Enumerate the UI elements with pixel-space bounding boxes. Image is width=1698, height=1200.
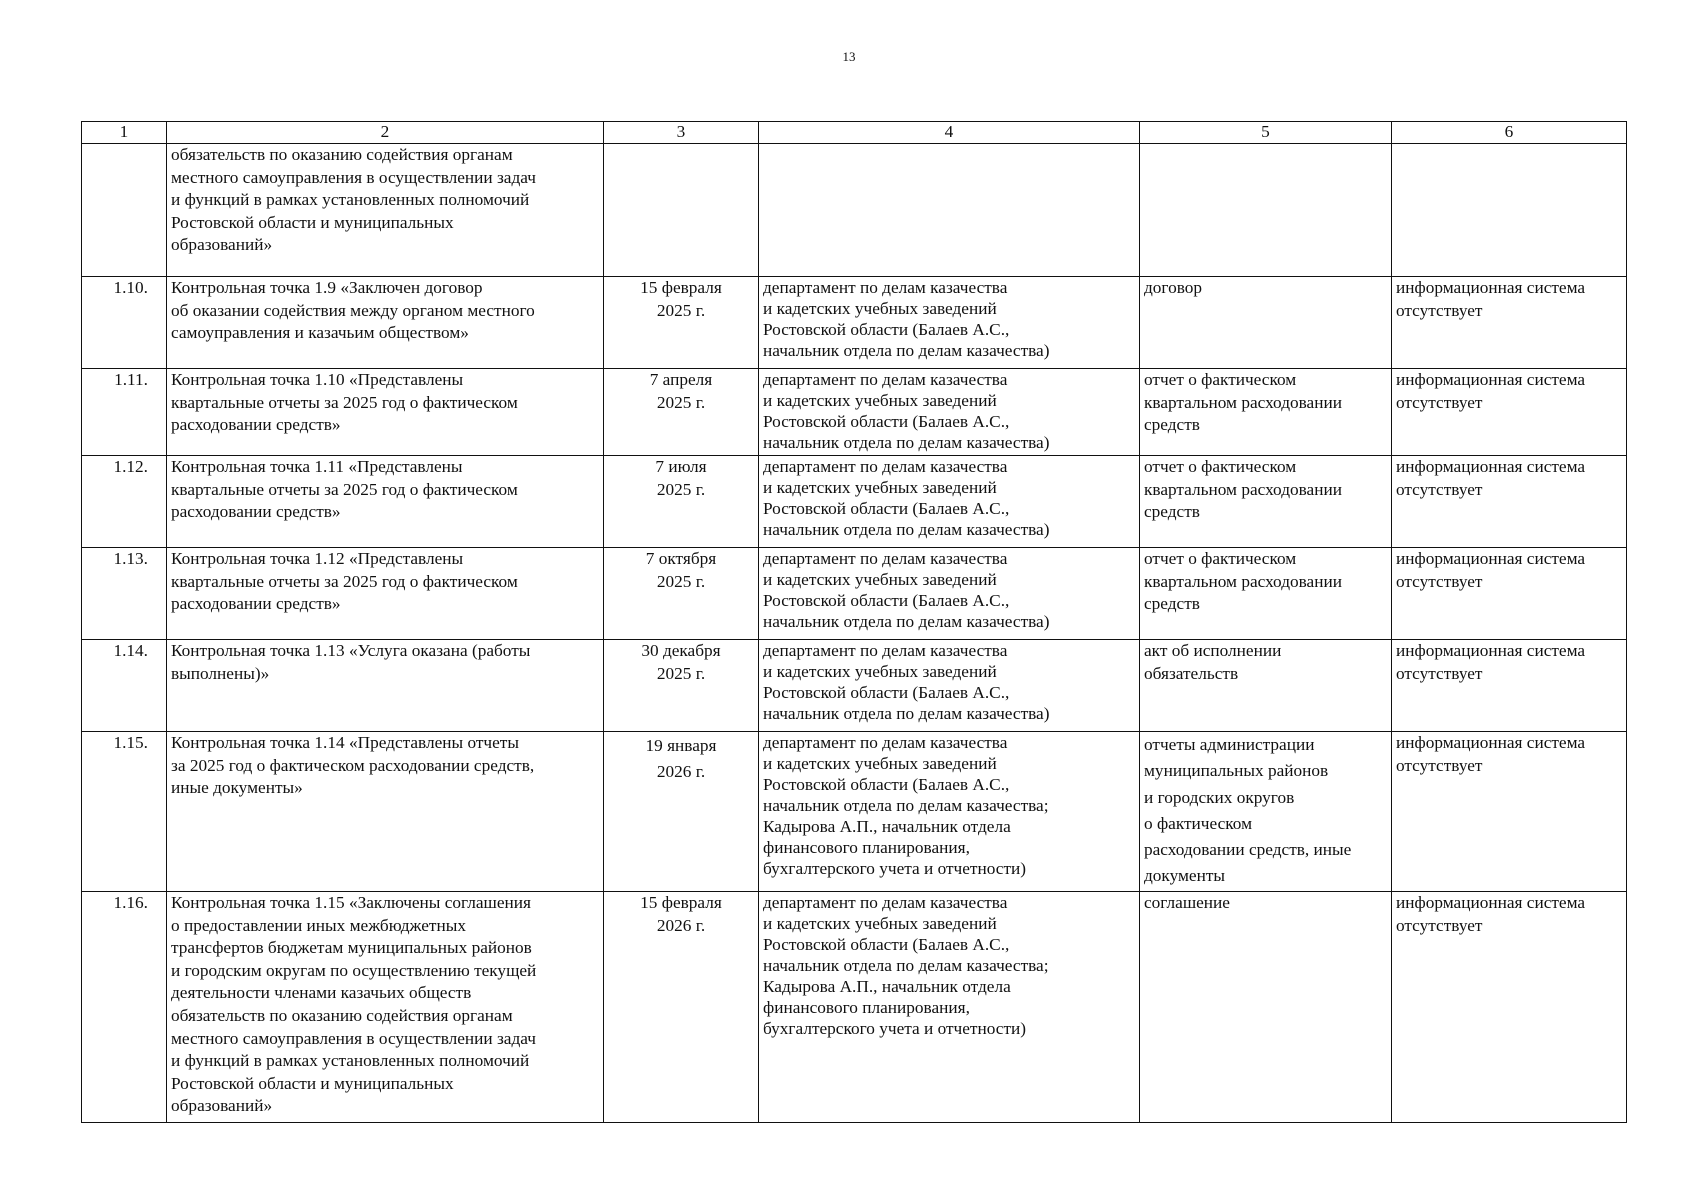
responsible-executor-line: Ростовской области (Балаев А.С., [763,499,1010,518]
information-system-line: отсутствует [1396,571,1483,591]
event-description-cell [167,892,604,1123]
event-description-line: обязательств по оказанию содействия органам [171,1005,513,1025]
responsible-executor-line: начальник отдела по делам казачества) [763,612,1050,631]
event-description-line: Контрольная точка 1.12 «Представлены [171,549,464,568]
deadline-date-line: 2025 г. [656,392,706,412]
information-system-cell [1392,456,1627,548]
result-document-line: отчет о фактическом [1144,549,1297,568]
event-description-line: Контрольная точка 1.15 «Заключены соглашения [171,893,531,912]
event-description-line: и городским округам по осуществлению текущей [171,960,537,980]
information-system-cell [1392,732,1627,892]
result-document-cell [1140,456,1392,548]
row-number: 1.15. [113,733,148,752]
event-description-line: выполнены)» [171,663,270,683]
event-description-line: квартальные отчеты за 2025 год о фактическом [171,479,518,499]
event-description-line: расходовании средств» [171,502,341,522]
row-number-cell [82,732,167,892]
header-col-4: 4 [759,122,1140,144]
responsible-executor-line: начальник отдела по делам казачества) [763,520,1050,539]
event-description-line: Контрольная точка 1.14 «Представлены отчеты [171,733,519,752]
deadline-date-line: 19 января [645,736,717,755]
information-system-line: информационная система [1396,641,1586,660]
event-description-cell [167,640,604,732]
information-system-line: отсутствует [1396,755,1483,775]
result-document-line: документы [1144,866,1226,886]
deadline-date-cell [604,548,759,640]
deadline-date-cell [604,640,759,732]
table-row [82,892,1627,1123]
event-description-line: Контрольная точка 1.11 «Представлены [171,457,463,476]
result-document-line: о фактическом [1144,813,1253,833]
information-system-line: информационная система [1396,278,1586,297]
responsible-executor-line: начальник отдела по делам казачества) [763,341,1050,360]
deadline-date-line: 7 апреля [649,370,713,389]
event-description-line: образований» [171,1096,273,1116]
result-document-line: отчет о фактическом [1144,457,1297,476]
information-system-line: информационная система [1396,733,1586,752]
result-document-cell [1140,144,1392,277]
event-description-line: образований» [171,235,273,255]
information-system-line: отсутствует [1396,915,1483,935]
responsible-executor-line: финансового планирования, [763,998,970,1017]
responsible-executor-line: начальник отдела по делам казачества) [763,704,1050,723]
table-row [82,548,1627,640]
information-system-cell [1392,277,1627,369]
row-number-cell [82,144,167,277]
information-system-line: информационная система [1396,370,1586,389]
event-description-line: Ростовской области и муниципальных [171,1073,454,1093]
deadline-date-line: 2025 г. [656,663,706,683]
table-row [82,640,1627,732]
row-number-cell [82,548,167,640]
event-description-cell [167,277,604,369]
deadline-date-cell [604,369,759,456]
result-document-line: средств [1144,594,1200,614]
responsible-executor-line: начальник отдела по делам казачества; [763,956,1049,975]
deadline-date-line: 2026 г. [656,762,706,782]
table-row [82,277,1627,369]
table-row [82,732,1627,892]
row-number: 1.14. [113,641,148,660]
row-number: 1.16. [113,893,148,912]
responsible-executor-line: департамент по делам казачества [763,278,1008,297]
responsible-executor-line: и кадетских учебных заведений [763,662,997,681]
header-col-3: 3 [604,122,759,144]
row-number-cell [82,277,167,369]
row-number-cell [82,369,167,456]
table-row [82,369,1627,456]
responsible-executor-cell [759,456,1140,548]
responsible-executor-line: департамент по делам казачества [763,641,1008,660]
deadline-date-line: 7 октября [645,549,717,568]
page-number: 13 [842,49,856,64]
responsible-executor-line: Ростовской области (Балаев А.С., [763,412,1010,431]
deadline-date-cell [604,892,759,1123]
responsible-executor-line: департамент по делам казачества [763,549,1008,568]
responsible-executor-line: Ростовской области (Балаев А.С., [763,775,1010,794]
responsible-executor-line: бухгалтерского учета и отчетности) [763,859,1027,878]
result-document-line: квартальном расходовании [1144,479,1342,499]
result-document-line: средств [1144,415,1200,435]
information-system-line: информационная система [1396,893,1586,912]
result-document-line: и городских округов [1144,787,1295,807]
result-document-line: акт об исполнении [1144,641,1282,660]
result-document-line: соглашение [1144,893,1230,912]
result-document-line: квартальном расходовании [1144,392,1342,412]
result-document-line: обязательств [1144,663,1239,683]
row-number: 1.10. [113,278,148,297]
result-document-line: отчеты администрации [1144,735,1315,754]
result-document-line: муниципальных районов [1144,761,1329,781]
event-description-line: иные документы» [171,778,303,798]
event-description-line: расходовании средств» [171,415,341,435]
result-document-cell [1140,892,1392,1123]
deadline-date-line: 15 февраля [640,893,722,912]
responsible-executor-line: и кадетских учебных заведений [763,914,997,933]
information-system-line: отсутствует [1396,392,1483,412]
deadline-date-cell [604,277,759,369]
event-description-line: Контрольная точка 1.10 «Представлены [171,370,464,389]
table-row [82,144,1627,277]
responsible-executor-line: департамент по делам казачества [763,457,1008,476]
deadline-date-cell [604,456,759,548]
header-row [82,122,1627,144]
deadline-date-line: 2025 г. [656,479,706,499]
information-system-line: информационная система [1396,549,1586,568]
plan-table [81,121,1627,1123]
event-description-line: квартальные отчеты за 2025 год о фактическом [171,571,518,591]
row-number-cell [82,892,167,1123]
result-document-line: отчет о фактическом [1144,370,1297,389]
responsible-executor-line: финансового планирования, [763,838,970,857]
header-col-5: 5 [1140,122,1392,144]
information-system-cell [1392,144,1627,277]
result-document-line: квартальном расходовании [1144,571,1342,591]
responsible-executor-cell [759,369,1140,456]
responsible-executor-cell [759,277,1140,369]
event-description-line: и функций в рамках установленных полномочий [171,190,530,210]
row-number-cell [82,456,167,548]
responsible-executor-line: и кадетских учебных заведений [763,570,997,589]
header-col-6: 6 [1392,122,1627,144]
responsible-executor-line: Ростовской области (Балаев А.С., [763,683,1010,702]
result-document-cell [1140,369,1392,456]
responsible-executor-line: департамент по делам казачества [763,370,1008,389]
event-description-line: самоуправления и казачьим обществом» [171,323,469,343]
event-description-line: трансфертов бюджетам муниципальных районов [171,938,532,958]
responsible-executor-line: Ростовской области (Балаев А.С., [763,591,1010,610]
deadline-date-line: 2025 г. [656,571,706,591]
event-description-line: местного самоуправления в осуществлении задач [171,167,536,187]
row-number-cell [82,640,167,732]
responsible-executor-line: начальник отдела по делам казачества; [763,796,1049,815]
event-description-cell [167,144,604,277]
information-system-cell [1392,548,1627,640]
event-description-line: Ростовской области и муниципальных [171,212,454,232]
information-system-cell [1392,892,1627,1123]
event-description-cell [167,456,604,548]
event-description-line: об оказании содействия между органом местного [171,300,535,320]
responsible-executor-cell [759,892,1140,1123]
deadline-date-line: 30 декабря [641,641,721,660]
responsible-executor-cell [759,144,1140,277]
information-system-line: отсутствует [1396,300,1483,320]
result-document-cell [1140,640,1392,732]
deadline-date-cell [604,732,759,892]
deadline-date-line: 15 февраля [640,278,722,297]
event-description-line: обязательств по оказанию содействия органам [171,145,513,164]
result-document-cell [1140,277,1392,369]
table-body [82,144,1627,1123]
deadline-date-cell [604,144,759,277]
event-description-line: и функций в рамках установленных полномочий [171,1051,530,1071]
information-system-line: отсутствует [1396,479,1483,499]
responsible-executor-line: и кадетских учебных заведений [763,391,997,410]
deadline-date-line: 7 июля [655,457,707,476]
responsible-executor-line: и кадетских учебных заведений [763,299,997,318]
responsible-executor-line: и кадетских учебных заведений [763,478,997,497]
responsible-executor-line: Ростовской области (Балаев А.С., [763,935,1010,954]
result-document-cell [1140,732,1392,892]
event-description-line: деятельности членами казачьих обществ [171,983,472,1003]
event-description-line: Контрольная точка 1.9 «Заключен договор [171,278,483,297]
row-number: 1.12. [113,457,148,476]
event-description-cell [167,732,604,892]
event-description-line: Контрольная точка 1.13 «Услуга оказана (работы [171,641,531,660]
deadline-date-line: 2025 г. [656,300,706,320]
header-col-2: 2 [167,122,604,144]
responsible-executor-line: департамент по делам казачества [763,893,1008,912]
responsible-executor-line: и кадетских учебных заведений [763,754,997,773]
information-system-line: информационная система [1396,457,1586,476]
event-description-line: местного самоуправления в осуществлении задач [171,1028,536,1048]
responsible-executor-line: Ростовской области (Балаев А.С., [763,320,1010,339]
header-col-1: 1 [82,122,167,144]
result-document-line: средств [1144,502,1200,522]
deadline-date-line: 2026 г. [656,915,706,935]
result-document-cell [1140,548,1392,640]
responsible-executor-cell [759,548,1140,640]
row-number: 1.11. [114,370,148,389]
responsible-executor-line: Кадырова А.П., начальник отдела [763,977,1011,996]
responsible-executor-cell [759,640,1140,732]
event-description-cell [167,369,604,456]
event-description-line: квартальные отчеты за 2025 год о фактическом [171,392,518,412]
responsible-executor-line: Кадырова А.П., начальник отдела [763,817,1011,836]
result-document-line: договор [1144,278,1203,297]
event-description-line: расходовании средств» [171,594,341,614]
responsible-executor-line: начальник отдела по делам казачества) [763,433,1050,452]
event-description-cell [167,548,604,640]
event-description-line: за 2025 год о фактическом расходовании средств, [171,755,535,775]
information-system-line: отсутствует [1396,663,1483,683]
table-row [82,456,1627,548]
row-number: 1.13. [113,549,148,568]
information-system-cell [1392,369,1627,456]
event-description-line: о предоставлении иных межбюджетных [171,915,466,935]
responsible-executor-line: бухгалтерского учета и отчетности) [763,1019,1027,1038]
responsible-executor-cell [759,732,1140,892]
result-document-line: расходовании средств, иные [1144,840,1352,860]
responsible-executor-line: департамент по делам казачества [763,733,1008,752]
information-system-cell [1392,640,1627,732]
